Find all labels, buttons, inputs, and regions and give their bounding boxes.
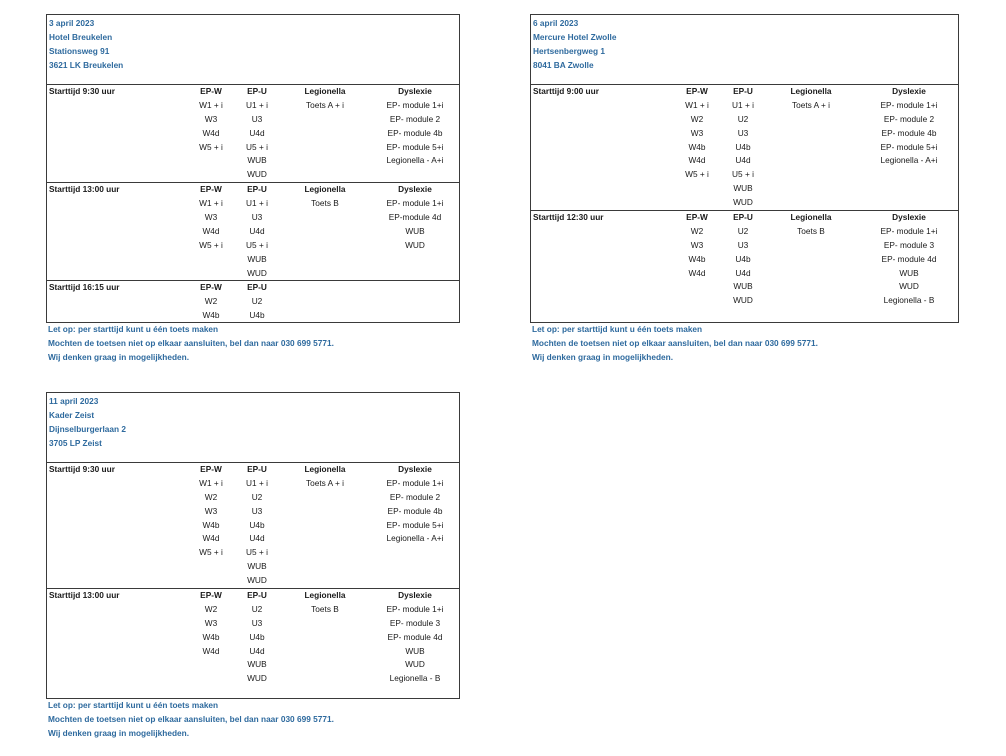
note-line: Wij denken graag in mogelijkheden. [48, 727, 189, 738]
table-row [47, 113, 459, 127]
table-cell: W4b [688, 141, 706, 152]
table-cell: W4b [202, 631, 220, 642]
note-line: Let op: per starttijd kunt u één toets maken [48, 700, 219, 710]
table-cell: U5 + i [246, 239, 268, 250]
table-cell: EP- module 3 [883, 239, 935, 250]
table-cell: WUD [899, 281, 919, 292]
table-cell: U5 + i [246, 141, 268, 152]
table-row [47, 141, 459, 155]
note-line: Mochten de toetsen niet op elkaar aansluiten, bel dan naar 030 699 5771. [532, 337, 818, 348]
column-header: EP-U [733, 86, 753, 96]
table-cell: W5 + i [199, 141, 223, 152]
table-cell: U4d [735, 267, 751, 278]
table-row [531, 253, 958, 267]
table-row [47, 532, 459, 546]
table-cell: WUD [733, 295, 753, 306]
table-cell: W4d [202, 645, 220, 656]
table-cell: Legionella - A+i [880, 155, 938, 166]
column-header: EP-W [686, 212, 708, 223]
table-cell: EP- module 1+i [386, 603, 444, 614]
column-header: EP-W [200, 282, 222, 293]
table-cell: WUB [405, 225, 425, 236]
table-cell: U4d [249, 533, 265, 544]
start-time: Starttijd 13:00 uur [49, 184, 120, 195]
column-header: Legionella [304, 86, 346, 96]
event-date: 3 april 2023 [49, 18, 95, 28]
panel-breukelen [46, 14, 460, 362]
table-row [47, 574, 459, 588]
table-cell: W2 [690, 113, 704, 124]
table-cell: Toets B [311, 198, 339, 209]
location-header [47, 15, 459, 85]
table-cell: W4d [202, 225, 220, 236]
table-row [47, 295, 459, 309]
location-header [47, 393, 459, 463]
table-cell: EP- module 1+i [880, 99, 938, 110]
table-cell: U5 + i [732, 169, 754, 180]
table-cell: WUB [405, 645, 425, 656]
table-cell: WUB [247, 659, 267, 670]
table-cell: EP- module 5+i [386, 141, 444, 152]
table-row [531, 239, 958, 253]
table-cell: EP- module 2 [883, 113, 935, 124]
venue-street: Stationsweg 91 [49, 45, 110, 56]
table-row [47, 197, 459, 211]
table-cell: W4d [688, 155, 706, 166]
table-cell: U2 [737, 225, 749, 236]
table-cell: WUB [247, 155, 267, 166]
table-cell: U3 [737, 239, 749, 250]
session-block [531, 210, 958, 308]
table-row [47, 168, 459, 182]
table-cell: W3 [690, 239, 704, 250]
notes [48, 699, 334, 741]
column-header: EP-W [200, 86, 222, 96]
table-cell: EP- module 4b [881, 127, 937, 138]
table-row [531, 99, 958, 113]
table-row [47, 603, 459, 617]
column-header: EP-W [200, 464, 222, 474]
table-cell: W4b [202, 310, 220, 321]
table-cell: U2 [251, 491, 263, 502]
session-header-row [47, 589, 459, 603]
venue-name: Kader Zeist [49, 409, 95, 420]
table-row [47, 253, 459, 267]
table-cell: U4d [249, 645, 265, 656]
column-header: Dyslexie [892, 212, 926, 223]
table-cell: U4d [735, 155, 751, 166]
note-line: Wij denken graag in mogelijkheden. [48, 351, 189, 362]
session-block [47, 182, 459, 280]
column-header: EP-U [247, 184, 267, 195]
note-line: Mochten de toetsen niet op elkaar aansluiten, bel dan naar 030 699 5771. [48, 713, 334, 724]
table-cell: WUD [247, 267, 267, 278]
table-row [47, 672, 459, 686]
note-line: Wij denken graag in mogelijkheden. [532, 351, 673, 362]
session-header-row [47, 183, 459, 197]
table-cell: W3 [690, 127, 704, 138]
session-block [47, 463, 459, 588]
location-header [531, 15, 958, 85]
table-cell: W5 + i [685, 169, 709, 180]
table-cell: W3 [204, 505, 218, 516]
session-header-row [47, 85, 459, 99]
table-row [47, 225, 459, 239]
column-header: EP-U [247, 590, 267, 601]
schedule-box [46, 14, 460, 323]
table-row [531, 127, 958, 141]
table-cell: U5 + i [246, 547, 268, 558]
panel-zwolle [530, 14, 959, 362]
session-header-row [531, 211, 958, 225]
venue-street: Dijnselburgerlaan 2 [49, 423, 127, 434]
column-header: Legionella [304, 184, 346, 195]
table-cell: W4d [688, 267, 706, 278]
table-cell: W1 + i [685, 99, 709, 110]
table-cell: Legionella - B [883, 295, 935, 306]
column-header: EP-W [200, 590, 222, 601]
event-date: 11 april 2023 [49, 396, 99, 406]
table-cell: U1 + i [246, 198, 268, 209]
table-row [47, 560, 459, 574]
table-cell: W3 [204, 617, 218, 628]
table-cell: EP- module 1+i [880, 225, 938, 236]
session-header-row [47, 463, 459, 477]
table-cell: U4d [249, 127, 265, 138]
start-time: Starttijd 12:30 uur [533, 212, 604, 223]
table-cell: EP-module 4d [388, 212, 442, 223]
column-header: Legionella [304, 590, 346, 601]
column-header: EP-U [733, 212, 753, 223]
column-header: EP-U [247, 464, 267, 474]
venue-street: Hertsenbergweg 1 [533, 45, 605, 56]
note-line: Let op: per starttijd kunt u één toets maken [48, 324, 219, 334]
schedule-box [530, 14, 959, 323]
table-row [47, 309, 459, 323]
table-cell: WUB [899, 267, 919, 278]
session-header-row [531, 85, 958, 99]
table-cell: W3 [204, 113, 218, 124]
table-cell: EP- module 2 [389, 491, 441, 502]
table-row [531, 267, 958, 281]
table-row [47, 211, 459, 225]
session-block [47, 85, 459, 182]
table-row [47, 154, 459, 168]
column-header: EP-W [686, 86, 708, 96]
table-row [531, 141, 958, 155]
table-row [531, 280, 958, 294]
table-cell: W4d [202, 533, 220, 544]
note-line: Mochten de toetsen niet op elkaar aansluiten, bel dan naar 030 699 5771. [48, 337, 334, 348]
table-cell: W2 [204, 603, 218, 614]
table-cell: W2 [690, 225, 704, 236]
table-cell: WUB [247, 561, 267, 572]
table-cell: Toets A + i [305, 477, 345, 488]
table-cell: U4d [249, 225, 265, 236]
table-cell: U4b [249, 519, 265, 530]
table-row [531, 196, 958, 210]
venue-postal: 8041 BA Zwolle [533, 59, 594, 70]
session-block [47, 280, 459, 323]
table-cell: U1 + i [246, 99, 268, 110]
table-cell: U4b [249, 631, 265, 642]
schedule-box [46, 392, 460, 699]
table-cell: U3 [251, 505, 263, 516]
table-cell: WUD [733, 197, 753, 208]
column-header: Legionella [790, 212, 832, 223]
table-cell: Toets B [797, 225, 825, 236]
column-header: Dyslexie [398, 590, 432, 601]
column-header: EP-U [247, 282, 267, 293]
table-cell: WUD [247, 673, 267, 684]
table-cell: U4b [735, 253, 751, 264]
table-cell: U4b [735, 141, 751, 152]
table-cell: Toets A + i [305, 99, 345, 110]
column-header: Dyslexie [892, 86, 926, 96]
table-cell: W4b [688, 253, 706, 264]
table-cell: U3 [251, 113, 263, 124]
table-row [47, 99, 459, 113]
venue-name: Hotel Breukelen [49, 31, 113, 42]
table-row [47, 519, 459, 533]
session-block [531, 85, 958, 210]
table-cell: W4b [202, 519, 220, 530]
table-cell: EP- module 3 [389, 617, 441, 628]
table-cell: W2 [204, 296, 218, 307]
table-row [47, 239, 459, 253]
table-cell: W5 + i [199, 239, 223, 250]
column-header: Dyslexie [398, 464, 432, 474]
table-cell: WUD [405, 239, 425, 250]
event-date: 6 april 2023 [533, 18, 579, 28]
table-cell: U3 [737, 127, 749, 138]
table-cell: Toets B [311, 603, 339, 614]
column-header: EP-U [247, 86, 267, 96]
table-cell: EP- module 4b [387, 127, 443, 138]
table-row [47, 546, 459, 560]
table-cell: U3 [251, 617, 263, 628]
table-cell: WUD [247, 575, 267, 586]
table-row [47, 645, 459, 659]
column-header: Dyslexie [398, 86, 432, 96]
table-cell: WUD [405, 659, 425, 670]
start-time: Starttijd 9:00 uur [533, 86, 599, 96]
table-cell: EP- module 1+i [386, 198, 444, 209]
table-row [47, 631, 459, 645]
table-cell: EP- module 5+i [386, 519, 444, 530]
start-time: Starttijd 13:00 uur [49, 590, 120, 601]
table-cell: WUB [733, 183, 753, 194]
notes [48, 323, 334, 365]
start-time: Starttijd 9:30 uur [49, 86, 115, 96]
table-cell: U1 + i [246, 477, 268, 488]
table-cell: EP- module 4d [387, 631, 443, 642]
table-cell: EP- module 1+i [386, 99, 444, 110]
note-line: Let op: per starttijd kunt u één toets maken [532, 324, 703, 334]
table-cell: Legionella - A+i [386, 155, 444, 166]
table-row [47, 505, 459, 519]
table-cell: WUD [247, 169, 267, 180]
table-cell: Legionella - A+i [386, 533, 444, 544]
table-cell: WUB [733, 281, 753, 292]
column-header: Legionella [790, 86, 832, 96]
table-row [47, 617, 459, 631]
table-row [531, 182, 958, 196]
table-row [47, 658, 459, 672]
table-cell: U1 + i [732, 99, 754, 110]
venue-postal: 3621 LK Breukelen [49, 59, 124, 70]
table-cell: Toets A + i [791, 99, 831, 110]
table-cell: W5 + i [199, 547, 223, 558]
table-cell: Legionella - B [389, 673, 441, 684]
table-row [47, 127, 459, 141]
table-cell: EP- module 5+i [880, 141, 938, 152]
session-block [47, 588, 459, 686]
column-header: Dyslexie [398, 184, 432, 195]
table-cell: EP- module 2 [389, 113, 441, 124]
notes [532, 323, 818, 365]
table-cell: EP- module 4b [387, 505, 443, 516]
table-row [531, 225, 958, 239]
table-cell: U3 [251, 212, 263, 223]
table-cell: EP- module 1+i [386, 477, 444, 488]
table-cell: W3 [204, 212, 218, 223]
start-time: Starttijd 16:15 uur [49, 282, 120, 293]
column-header: Legionella [304, 464, 346, 474]
table-row [47, 491, 459, 505]
table-cell: W1 + i [199, 99, 223, 110]
table-row [47, 267, 459, 281]
table-cell: U2 [251, 603, 263, 614]
venue-name: Mercure Hotel Zwolle [533, 31, 617, 42]
table-cell: W4d [202, 127, 220, 138]
table-row [531, 113, 958, 127]
table-cell: U4b [249, 310, 265, 321]
table-cell: EP- module 4d [881, 253, 937, 264]
table-cell: W1 + i [199, 198, 223, 209]
venue-postal: 3705 LP Zeist [49, 437, 102, 448]
table-cell: U2 [251, 296, 263, 307]
table-row [47, 477, 459, 491]
table-cell: W2 [204, 491, 218, 502]
table-row [531, 294, 958, 308]
table-row [531, 168, 958, 182]
start-time: Starttijd 9:30 uur [49, 464, 115, 474]
table-cell: W1 + i [199, 477, 223, 488]
table-cell: U2 [737, 113, 749, 124]
table-row [531, 154, 958, 168]
panel-zeist [46, 392, 460, 738]
session-header-row [47, 281, 459, 295]
table-cell: WUB [247, 253, 267, 264]
column-header: EP-W [200, 184, 222, 195]
